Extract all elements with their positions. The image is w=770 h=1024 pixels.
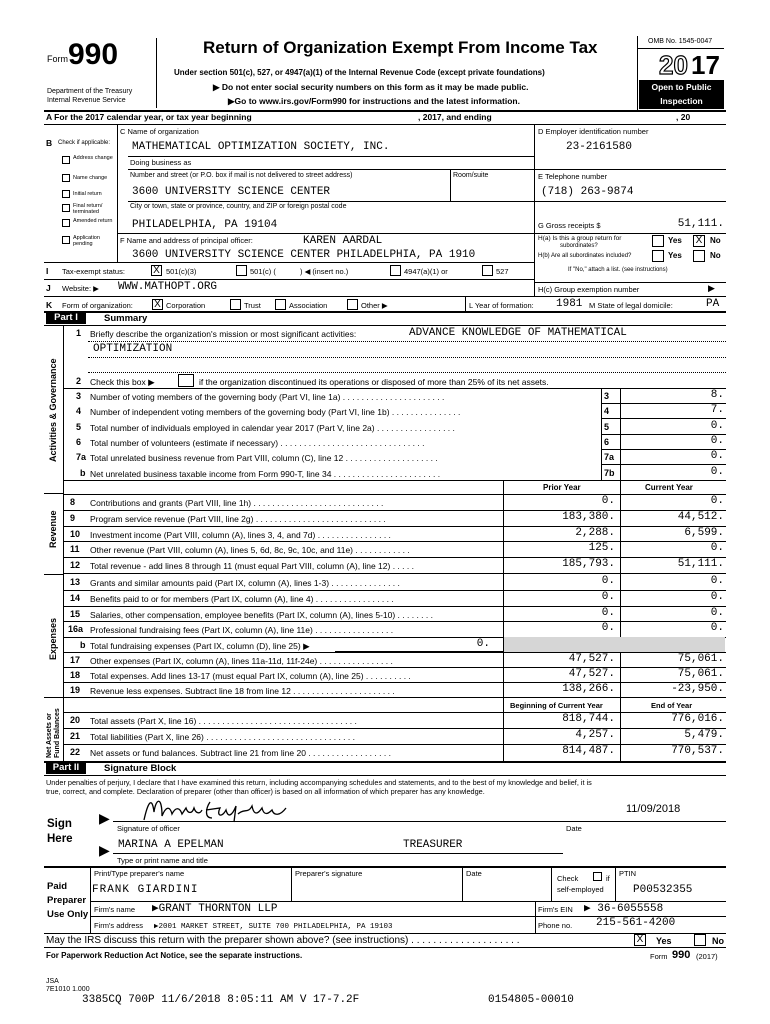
current-year-value: 0. xyxy=(710,622,724,635)
line-d-label: D Employer identification number xyxy=(538,127,649,136)
checkbox-name-change[interactable] xyxy=(62,174,70,182)
status-insert-no: ) ◀ (insert no.) xyxy=(300,267,349,276)
ha-yes-checkbox[interactable] xyxy=(652,235,664,247)
fin-line-number: 14 xyxy=(70,592,81,603)
gov-line-box: 3 xyxy=(604,391,610,401)
checkbox-address-change[interactable] xyxy=(62,156,70,164)
prior-year-value: 814,487. xyxy=(562,745,615,757)
line-j-text: Website: ▶ xyxy=(62,284,99,293)
check-address-change: Address change xyxy=(73,155,113,161)
current-year-value: 0. xyxy=(710,575,724,587)
line-b-text: Check if applicable: xyxy=(58,140,111,146)
checkbox-initial-return[interactable] xyxy=(62,190,70,198)
fin-line-number: 13 xyxy=(70,577,81,587)
perjury-line1: Under penalties of perjury, I declare that I have examined this return, including accompanying schedules and statements, and to the best of my knowledge and belief, it is xyxy=(46,778,592,787)
current-year-value: 75,061. xyxy=(677,668,724,680)
prior-year-value: 0. xyxy=(601,590,615,603)
gov-line-text: Number of voting members of the governing body (Part VI, line 1a) . . . . . . . . . . . . . . . . . . . . . . xyxy=(90,392,445,402)
fin-line-text: Total liabilities (Part X, line 26) . . . . . . . . . . . . . . . . . . . . . . . . . . . . . . . . xyxy=(90,732,355,742)
prior-year-value: 4,257. xyxy=(575,729,615,741)
irs-link[interactable]: ▶Go to www.irs.gov/Form990 for instructions and the latest information. xyxy=(228,96,520,106)
line16b-value: 0. xyxy=(476,638,490,650)
fin-line-text: Benefits paid to or for members (Part IX, column (A), line 4) . . . . . . . . . . . . . . . . . xyxy=(90,593,394,604)
check-amended-return: Amended return xyxy=(73,218,113,224)
firm-ein-label: Firm's EIN xyxy=(538,905,573,914)
firm-ein: ▶ 36-6055558 xyxy=(584,903,664,915)
gov-line-value: 7. xyxy=(710,404,724,417)
fin-line-text: Total assets (Part X, line 16) . . . . . . . . . . . . . . . . . . . . . . . . . . . . . . . . . . xyxy=(90,716,357,726)
checkbox-application-pending[interactable] xyxy=(62,236,70,244)
legal-domicile: PA xyxy=(706,298,720,310)
firm-address-label: Firm's address xyxy=(94,921,143,930)
prior-year-value: 125. xyxy=(588,542,615,555)
preparer-signature-label: Preparer's signature xyxy=(295,869,363,878)
gov-line-text: Number of independent voting members of the governing body (Part VI, line 1b) . . . . . . . . . . . . . . . xyxy=(90,407,461,418)
status-501c: 501(c) ( xyxy=(250,267,276,276)
line-a-mid: , 2017, and ending xyxy=(418,112,492,122)
signature-label: Signature of officer xyxy=(117,824,180,833)
hc-arrow-icon: ▶ xyxy=(708,283,715,293)
line1-number: 1 xyxy=(76,328,82,338)
fin-line-number: 20 xyxy=(70,715,81,725)
side-label-expenses: Expenses xyxy=(48,617,58,660)
fin-line-number: 10 xyxy=(70,528,81,539)
line16b-number: b xyxy=(80,640,86,650)
gov-line-box: 7a xyxy=(604,452,615,463)
date-label: Date xyxy=(566,824,582,833)
prior-year-value: 0. xyxy=(601,622,615,635)
fin-line-number: 15 xyxy=(70,608,81,619)
prior-year-value: 185,793. xyxy=(562,558,615,571)
footer-form-number: 990 xyxy=(672,949,691,961)
ptin-value: P00532355 xyxy=(633,884,693,896)
line-ha-label: H(a) Is this a group return for xyxy=(538,235,622,242)
col-beginning: Beginning of Current Year xyxy=(510,701,603,710)
line-g-label: G Gross receipts $ xyxy=(538,221,601,230)
preparer-date-label: Date xyxy=(466,869,482,878)
preparer-name-label: Print/Type preparer's name xyxy=(94,869,185,878)
line1-text: Briefly describe the organization's mission or most significant activities: xyxy=(90,329,357,339)
batch-info: 3385CQ 700P 11/6/2018 8:05:11 AM V 17-7.2F xyxy=(82,994,360,1006)
fin-line-text: Professional fundraising fees (Part IX, column (A), line 11e) . . . . . . . . . . . . . . . . . xyxy=(90,625,394,636)
website-value[interactable]: WWW.MATHOPT.ORG xyxy=(118,281,218,293)
ssn-warning: ▶ Do not enter social security numbers on this form as it may be made public. xyxy=(213,82,529,92)
paid-label: Paid xyxy=(47,881,68,892)
gov-line-text: Total number of volunteers (estimate if necessary) . . . . . . . . . . . . . . . . . . . . . . . . . . . . . . . xyxy=(90,437,425,448)
gov-line-box: 7b xyxy=(604,467,615,478)
gov-line-number: 6 xyxy=(76,436,82,447)
check-final-return: Final return/ terminated xyxy=(73,203,103,215)
gov-line-number: 5 xyxy=(76,421,82,432)
side-label-governance: Activities & Governance xyxy=(48,358,58,462)
line-j-label: J xyxy=(46,283,51,293)
self-employed-checkbox[interactable] xyxy=(593,872,602,881)
line-l-label: L Year of formation: xyxy=(469,301,534,310)
discuss-no-checkbox[interactable] xyxy=(694,934,706,946)
preparer-label: Preparer xyxy=(47,895,87,906)
discuss-question: May the IRS discuss this return with the preparer shown above? (see instructions) . . . . . . . . . . . . . . . . . . . . xyxy=(46,935,520,946)
discontinued-checkbox[interactable] xyxy=(178,374,194,387)
prior-year-value: 0. xyxy=(601,606,615,619)
fin-line-text: Total expenses. Add lines 13-17 (must equal Part IX, column (A), line 25) . . . . . . . . . . xyxy=(90,671,411,681)
line-hc-label: H(c) Group exemption number xyxy=(538,285,640,294)
prior-year-value: 2,288. xyxy=(575,526,615,539)
gov-line-value: 0. xyxy=(710,450,724,463)
tax-year-outline: 20 xyxy=(659,50,688,80)
line-e-label: E Telephone number xyxy=(538,172,608,181)
org-form-other: Other ▶ xyxy=(361,301,388,310)
gov-line-value: 0. xyxy=(710,434,724,447)
footer-form-year: (2017) xyxy=(696,952,718,961)
col-prior-year: Prior Year xyxy=(543,483,581,492)
if-label: if xyxy=(606,874,610,883)
ptin-label: PTIN xyxy=(619,869,637,878)
here-label: Here xyxy=(47,833,73,845)
phone-value: (718) 263-9874 xyxy=(541,186,634,198)
firm-name-label: Firm's name xyxy=(94,905,136,914)
line-k-text: Form of organization: xyxy=(62,301,133,310)
officer-title: TREASURER xyxy=(403,839,463,851)
sign-arrow-icon: ▶ xyxy=(99,810,110,826)
room-label: Room/suite xyxy=(453,172,489,179)
status-501c-checkbox[interactable] xyxy=(236,265,247,276)
gov-line-box: 4 xyxy=(604,406,610,417)
discuss-yes-label: Yes xyxy=(656,936,672,946)
current-year-value: 776,016. xyxy=(671,713,724,725)
current-year-value: 0. xyxy=(710,495,724,507)
part1-tag: Part I xyxy=(46,312,86,324)
org-form-trust: Trust xyxy=(244,301,261,310)
fin-line-text: Investment income (Part VIII, column (A), lines 3, 4, and 7d) . . . . . . . . . . . . . . . . xyxy=(90,529,391,540)
line-i-text: Tax-exempt status: xyxy=(62,267,125,276)
prior-year-value: 47,527. xyxy=(568,653,615,665)
form-number: 990 xyxy=(68,38,119,71)
line-m-label: M State of legal domicile: xyxy=(589,301,673,310)
line-a-label: A For the 2017 calendar year, or tax year beginning xyxy=(46,112,252,122)
fin-line-number: 8 xyxy=(70,497,76,507)
discuss-yes-checkbox[interactable]: X xyxy=(634,934,646,946)
ein-value: 23-2161580 xyxy=(566,141,633,153)
status-501c3: 501(c)(3) xyxy=(166,267,197,276)
side-label-revenue: Revenue xyxy=(48,510,58,548)
gov-line-value: 0. xyxy=(710,465,724,478)
prior-year-value: 818,744. xyxy=(562,713,615,725)
part2-title: Signature Block xyxy=(104,763,177,774)
gross-receipts: 51,111. xyxy=(677,218,724,230)
line2-text-a: Check this box ▶ xyxy=(90,377,155,387)
footer-form-label: Form xyxy=(650,952,668,961)
hb-yes-checkbox[interactable] xyxy=(652,250,664,262)
fin-line-number: 9 xyxy=(70,512,76,523)
gov-line-text: Total number of individuals employed in calendar year 2017 (Part V, line 2a) . . . . . . . . . . . . . . . . . xyxy=(90,422,455,433)
check-label: Check xyxy=(557,874,579,883)
fin-line-number: 22 xyxy=(70,747,81,757)
officer-address: 3600 UNIVERSITY SCIENCE CENTER PHILADELPHIA, PA 1910 xyxy=(132,249,476,261)
current-year-value: 51,111. xyxy=(677,558,724,571)
gov-line-number: 7a xyxy=(76,452,87,463)
fin-line-text: Net assets or fund balances. Subtract line 21 from line 20 . . . . . . . . . . . . . . . . . . xyxy=(90,748,391,758)
dept-irs: Internal Revenue Service xyxy=(47,97,126,104)
line2-text-b: if the organization discontinued its operations or disposed of more than 25% of its net assets. xyxy=(199,377,549,387)
sign-label: Sign xyxy=(47,818,72,830)
jsa-label: JSA xyxy=(46,978,59,985)
current-year-value: 0. xyxy=(710,606,724,619)
fin-line-text: Contributions and grants (Part VIII, line 1h) . . . . . . . . . . . . . . . . . . . . . . . . . . . . xyxy=(90,498,384,508)
open-to-public-badge: Open to Public Inspection xyxy=(639,80,724,109)
batch-id: 0154805-00010 xyxy=(488,994,574,1006)
fin-line-number: 21 xyxy=(70,731,81,741)
current-year-value: 0. xyxy=(710,590,724,603)
perjury-line2: true, correct, and complete. Declaration of preparer (other than officer) is based on all information of which preparer has any knowledge. xyxy=(46,787,485,796)
self-employed-label: self-employed xyxy=(557,885,604,894)
status-4947-checkbox[interactable] xyxy=(390,265,401,276)
status-527: 527 xyxy=(496,267,509,276)
gov-line-number: 4 xyxy=(76,406,82,417)
fin-line-number: 18 xyxy=(70,670,81,680)
phone-label: Phone no. xyxy=(538,921,573,930)
line-ha-sub: subordinates? xyxy=(560,243,598,249)
fin-line-text: Other revenue (Part VIII, column (A), lines 5, 6d, 8c, 9c, 10c, and 11e) . . . . . . . . . . . . xyxy=(90,545,410,556)
line16b-text: Total fundraising expenses (Part IX, column (D), line 25) ▶ xyxy=(90,641,310,651)
ha-no-checkbox[interactable]: X xyxy=(693,235,705,247)
line-hb-label: H(b) Are all subordinates included? xyxy=(538,253,632,259)
org-street: 3600 UNIVERSITY SCIENCE CENTER xyxy=(132,186,331,198)
check-application-pending: Application pending xyxy=(73,235,100,247)
gov-line-box: 6 xyxy=(604,436,610,447)
jsa-code: 7E1010 1.000 xyxy=(46,986,90,993)
gov-line-value: 0. xyxy=(710,419,724,432)
gov-line-number: 3 xyxy=(76,391,82,401)
fin-row-divider xyxy=(64,573,726,574)
side-label-net-assets: Net Assets or Fund Balances xyxy=(46,708,61,758)
gov-line-box: 5 xyxy=(604,421,610,432)
part1-title: Summary xyxy=(104,313,148,324)
form-title: Return of Organization Exempt From Income Tax xyxy=(203,38,598,57)
fin-line-number: 12 xyxy=(70,560,81,571)
status-527-checkbox[interactable] xyxy=(482,265,493,276)
tax-year-bold: 17 xyxy=(691,50,720,80)
form-subtitle: Under section 501(c), 527, or 4947(a)(1) of the Internal Revenue Code (except private foundations) xyxy=(174,68,545,77)
firm-name: ▶GRANT THORNTON LLP xyxy=(152,903,278,915)
hb-yes-label: Yes xyxy=(668,251,682,260)
check-initial-return: Initial return xyxy=(73,191,102,197)
paperwork-notice: For Paperwork Reduction Act Notice, see the separate instructions. xyxy=(46,951,303,960)
org-form-corporation: Corporation xyxy=(166,301,206,310)
prior-year-value: 138,266. xyxy=(562,683,615,695)
org-form-association-checkbox[interactable] xyxy=(275,299,286,310)
org-form-other-checkbox[interactable] xyxy=(347,299,358,310)
dba-label: Doing business as xyxy=(130,158,192,167)
street-label: Number and street (or P.O. box if mail is not delivered to street address) xyxy=(130,172,353,179)
line-k-label: K xyxy=(46,300,53,310)
current-year-value: -23,950. xyxy=(671,683,724,695)
org-form-association: Association xyxy=(289,301,328,310)
signature-date: 11/09/2018 xyxy=(626,803,681,815)
line-c-label: C Name of organization xyxy=(120,127,199,136)
org-name: MATHEMATICAL OPTIMIZATION SOCIETY, INC. xyxy=(132,141,390,153)
org-form-trust-checkbox[interactable] xyxy=(230,299,241,310)
omb-number: OMB No. 1545-0047 xyxy=(648,38,713,45)
fin-line-text: Revenue less expenses. Subtract line 18 from line 12 . . . . . . . . . . . . . . . . . . . . . . xyxy=(90,686,395,696)
dept-treasury: Department of the Treasury xyxy=(47,88,133,95)
current-year-value: 770,537. xyxy=(671,745,724,757)
hb-no-checkbox[interactable] xyxy=(693,250,705,262)
type-name-label: Type or print name and title xyxy=(117,856,208,865)
ha-yes-label: Yes xyxy=(668,236,682,245)
line-b-label: B xyxy=(46,138,53,148)
ha-no-label: No xyxy=(710,236,721,245)
fin-line-text: Salaries, other compensation, employee benefits (Part IX, column (A), lines 5-10) . . . . . . . . xyxy=(90,609,433,620)
preparer-phone: 215-561-4200 xyxy=(596,917,676,929)
org-form-corporation-checkbox[interactable]: X xyxy=(152,299,163,310)
line-hb-note: If "No," attach a list. (see instructions) xyxy=(568,267,668,273)
fin-line-text: Program service revenue (Part VIII, line 2g) . . . . . . . . . . . . . . . . . . . . . . . . . . . . xyxy=(90,513,386,524)
check-name-change: Name change xyxy=(73,175,108,181)
current-year-value: 5,479. xyxy=(684,729,724,741)
checkbox-final-return[interactable] xyxy=(62,204,70,212)
mission-line1: ADVANCE KNOWLEDGE OF MATHEMATICAL xyxy=(409,327,627,339)
col-end-of-year: End of Year xyxy=(651,701,693,710)
current-year-value: 0. xyxy=(710,542,724,555)
fin-line-number: 19 xyxy=(70,685,81,695)
fin-line-number: 16a xyxy=(68,624,84,635)
line-i-label: I xyxy=(46,266,49,276)
gov-line-value: 8. xyxy=(710,389,724,401)
line-a-end: , 20 xyxy=(676,112,691,122)
fin-line-number: 17 xyxy=(70,655,81,665)
gov-line-number: b xyxy=(80,467,86,478)
preparer-name: FRANK GIARDINI xyxy=(92,884,199,896)
status-4947: 4947(a)(1) or xyxy=(404,267,448,276)
status-501c3-checkbox[interactable]: X xyxy=(151,265,162,276)
prior-year-value: 0. xyxy=(601,575,615,587)
gov-line-text: Total unrelated business revenue from Part VIII, column (C), line 12 . . . . . . . . . . . . . . . . . . . . xyxy=(90,453,438,464)
fin-line-number: 11 xyxy=(70,544,80,555)
current-year-value: 75,061. xyxy=(677,653,724,665)
org-city: PHILADELPHIA, PA 19104 xyxy=(132,219,278,231)
prior-year-value: 47,527. xyxy=(568,668,615,680)
checkbox-amended-return[interactable] xyxy=(62,219,70,227)
current-year-value: 44,512. xyxy=(677,510,724,523)
year-of-formation: 1981 xyxy=(556,298,583,310)
city-label: City or town, state or province, country, and ZIP or foreign postal code xyxy=(130,203,347,210)
prior-year-value: 183,380. xyxy=(562,510,615,523)
line-f-label: F Name and address of principal officer: xyxy=(120,236,253,245)
discuss-no-label: No xyxy=(712,936,724,946)
gov-line-text: Net unrelated business taxable income from Form 990-T, line 34 . . . . . . . . . . . . . . . . . . . . . . . xyxy=(90,468,441,479)
part2-tag: Part II xyxy=(46,762,86,774)
principal-officer: KAREN AARDAL xyxy=(303,235,383,247)
hb-no-label: No xyxy=(710,251,721,260)
current-year-value: 6,599. xyxy=(684,526,724,539)
form-label: Form xyxy=(47,54,68,64)
col-current-year: Current Year xyxy=(645,483,693,492)
mission-line2: OPTIMIZATION xyxy=(93,343,173,355)
sign-arrow-icon-2: ▶ xyxy=(99,842,110,858)
prior-year-value: 0. xyxy=(601,495,615,507)
officer-name: MARINA A EPELMAN xyxy=(118,839,224,851)
fin-line-text: Grants and similar amounts paid (Part IX, column (A), lines 1-3) . . . . . . . . . . . . . . . xyxy=(90,578,400,588)
fin-line-text: Total revenue - add lines 8 through 11 (must equal Part VIII, column (A), line 12) . . . . . xyxy=(90,561,414,572)
fin-line-text: Other expenses (Part IX, column (A), lines 11a-11d, 11f-24e) . . . . . . . . . . . . . . . . xyxy=(90,656,393,666)
firm-address: ▶2001 MARKET STREET, SUITE 700 PHILADELPHIA, PA 19103 xyxy=(154,923,393,931)
line2-number: 2 xyxy=(76,376,82,386)
use-only-label: Use Only xyxy=(47,909,89,920)
